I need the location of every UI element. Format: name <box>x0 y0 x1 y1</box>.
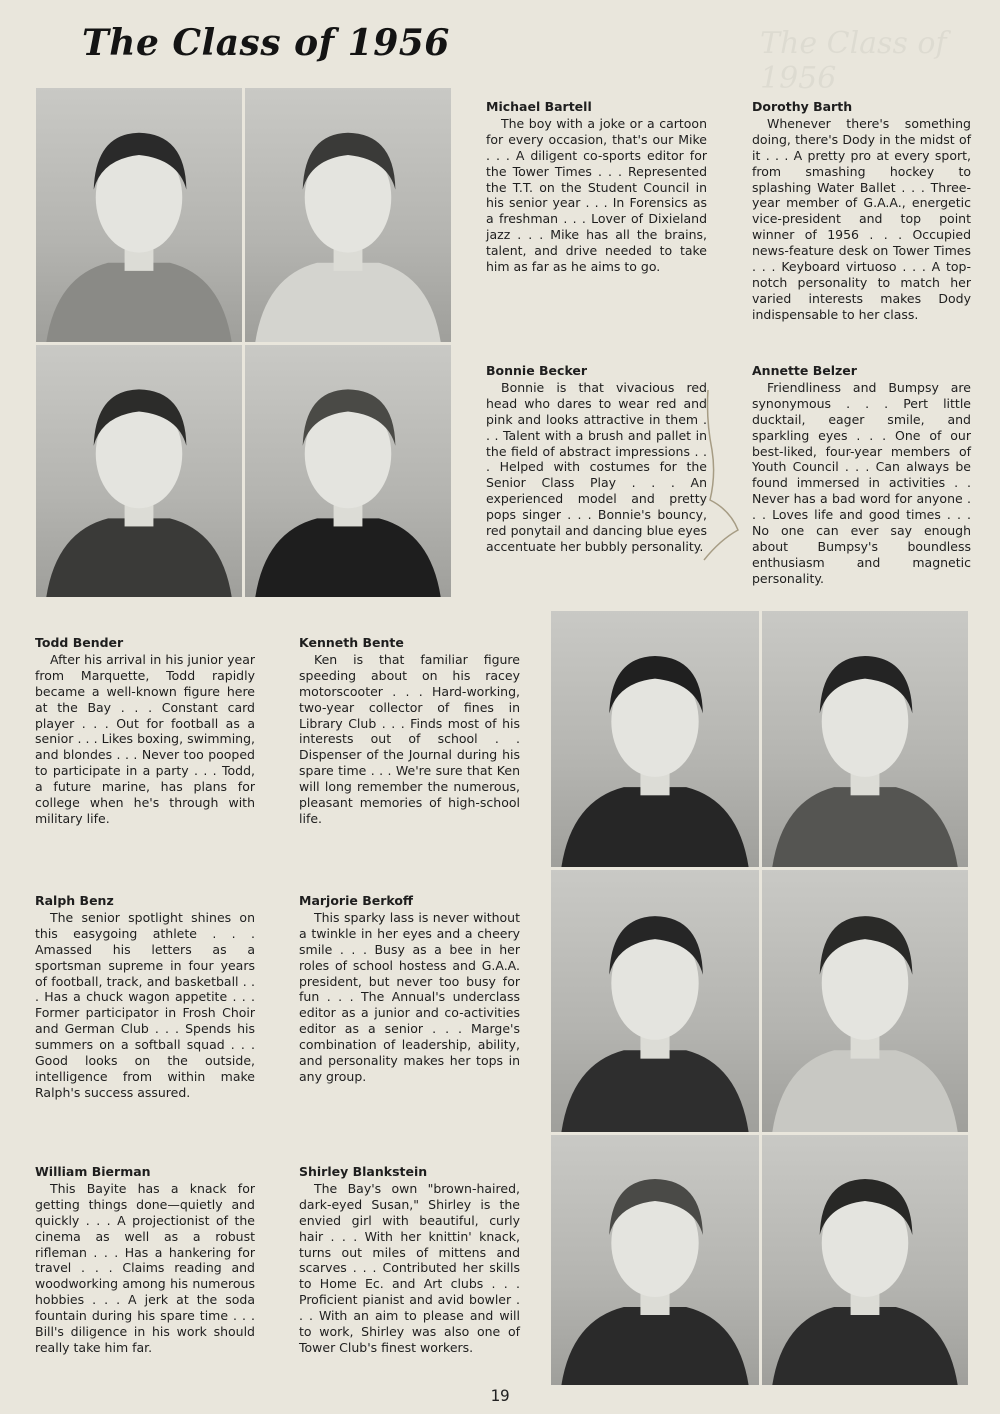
bio-name: Michael Bartell <box>486 99 592 114</box>
bio-dorothy-barth <box>752 99 971 323</box>
bio-name: Todd Bender <box>35 635 124 650</box>
shoulders-shape <box>46 263 231 342</box>
portrait-icon <box>762 611 968 867</box>
photo-shirley-blankstein <box>762 1135 968 1385</box>
bio-text: This sparky lass is never without a twinkle in her eyes and a cheery smile . . . Busy as a bee in her roles of school hostess and G.A.A. president, but never too busy for fun . . . The Annual's underclass editor as a junior and co-activities editor as a senior . . . Marge's combination of leadership, ability, and personality makes her tops in any group. <box>299 909 520 1084</box>
shoulders-shape <box>561 1050 748 1132</box>
bio-text: Whenever there's something doing, there's Dody in the midst of it . . . A pretty pro at every sport, from smashing hockey to splashing Water Ballet . . . Three-year member of G.A.A., energetic vice-president and top point winner of 1956 . . . Occupied news-feature desk on Tower Times . . . Keyboard virtuoso . . . A top-notch personality to match her varied interests makes Dody indispensable to her class. <box>752 115 971 322</box>
page-number: 19 <box>490 1386 510 1405</box>
photo-michael-bartell <box>36 88 242 342</box>
photo-kenneth-bente <box>762 611 968 867</box>
portrait-icon <box>762 870 968 1132</box>
photo-dorothy-barth <box>245 88 451 342</box>
shoulders-shape <box>772 1050 957 1132</box>
bio-annette-belzer <box>752 363 971 587</box>
photo-ralph-benz <box>551 870 759 1132</box>
bio-text: Friendliness and Bumpsy are synonymous . . . Pert little ducktail, eager smile, and sparkling eyes . . . One of our best-liked, four-year members of Youth Council . . . Can always be found immersed in activities . . Never has a bad word for anyone . . . Loves life and good times . . . No one can ever say enough about Bumpsy's boundless enthusiasm and magnetic personality. <box>752 379 971 586</box>
portrait-icon <box>245 345 451 597</box>
bleed-through-text: The Class of 1956 <box>760 26 947 96</box>
bio-william-bierman <box>35 1164 255 1356</box>
bio-name: Marjorie Berkoff <box>299 893 414 908</box>
shoulders-shape <box>561 787 748 867</box>
portrait-icon <box>36 88 242 342</box>
portrait-icon <box>551 611 759 867</box>
bio-text: After his arrival in his junior year from Marquette, Todd rapidly became a well-known figure here at the Bay . . . Constant card player . . . Out for football as a senior . . . Likes boxing, swimming, and blondes . . . Never too pooped to participate in a party . . . Todd, a future marine, has plans for college when he's through with military life. <box>35 651 255 826</box>
bio-shirley-blankstein <box>299 1164 520 1356</box>
photo-william-bierman <box>551 1135 759 1385</box>
bio-michael-bartell <box>486 99 707 275</box>
bio-name: Kenneth Bente <box>299 635 404 650</box>
portrait-icon <box>762 1135 968 1385</box>
bio-name: Bonnie Becker <box>486 363 588 378</box>
photo-bonnie-becker <box>36 345 242 597</box>
photo-todd-bender <box>551 611 759 867</box>
bio-bonnie-becker <box>486 363 707 555</box>
bio-name: William Bierman <box>35 1164 151 1179</box>
bio-name: Ralph Benz <box>35 893 114 908</box>
paper-tear-mark <box>690 380 760 580</box>
bio-todd-bender <box>35 635 255 827</box>
bio-text: This Bayite has a knack for getting things done—quietly and quickly . . . A projectionist of the cinema as well as a robust rifleman . . . Has a hankering for travel . . . Claims reading and woodworking among his numerous hobbies . . . A jerk at the soda fountain during his spare time . . . Bill's diligence in his work should really take him far. <box>35 1180 255 1355</box>
portrait-icon <box>245 88 451 342</box>
photo-marjorie-berkoff <box>762 870 968 1132</box>
bio-kenneth-bente <box>299 635 520 827</box>
bio-text: Ken is that familiar figure speeding about on his racey motorscooter . . . Hard-working, two-year collector of fines in Library Club . . . Finds most of his interests out of school . . Dispenser of the Journal during his spare time . . . We're sure that Ken will long remember the numerous, pleasant memories of high-school life. <box>299 651 520 826</box>
bio-name: Shirley Blankstein <box>299 1164 428 1179</box>
bio-ralph-benz <box>35 893 255 1101</box>
photo-annette-belzer <box>245 345 451 597</box>
page-title: The Class of 1956 <box>82 22 450 64</box>
bio-name: Annette Belzer <box>752 363 857 378</box>
bio-name: Dorothy Barth <box>752 99 853 114</box>
shoulders-shape <box>772 787 957 867</box>
shoulders-shape <box>46 518 231 597</box>
shoulders-shape <box>561 1307 748 1385</box>
shoulders-shape <box>255 518 440 597</box>
portrait-icon <box>551 1135 759 1385</box>
portrait-icon <box>551 870 759 1132</box>
shoulders-shape <box>772 1307 957 1385</box>
bio-text: The boy with a joke or a cartoon for every occasion, that's our Mike . . . A diligent co-sports editor for the Tower Times . . . Represented the T.T. on the Student Council in his senior year . . . In Forensics as a freshman . . . Lover of Dixieland jazz . . . Mike has all the brains, talent, and drive needed to take him as far as he aims to go. <box>486 115 707 275</box>
portrait-icon <box>36 345 242 597</box>
bio-text: The senior spotlight shines on this easygoing athlete . . . Amassed his letters as a sportsman supreme in four years of football, track, and basketball . . . Has a chuck wagon appetite . . . Former participator in Frosh Choir and German Club . . . Spends his summers on a softball squad . . . Good looks on the outside, intelligence from within make Ralph's success assured. <box>35 909 255 1100</box>
bio-text: Bonnie is that vivacious red head who dares to wear red and pink and looks attractive in them . . . Talent with a brush and pallet in the field of abstract impressions . . . Helped with costumes for the Senior Class Play . . . An experienced model and pretty pops singer . . . Bonnie's bouncy, red ponytail and dancing blue eyes accentuate her bubbly personality. <box>486 379 707 554</box>
shoulders-shape <box>255 263 440 342</box>
bio-text: The Bay's own "brown-haired, dark-eyed Susan," Shirley is the envied girl with beautiful, curly hair . . . With her knittin' knack, turns out miles of mittens and scarves . . . Contributed her skills to Home Ec. and Art clubs . . . Proficient pianist and avid bowler . . . With an aim to please and will to work, Shirley was also one of Tower Club's finest workers. <box>299 1180 520 1355</box>
bio-marjorie-berkoff <box>299 893 520 1085</box>
